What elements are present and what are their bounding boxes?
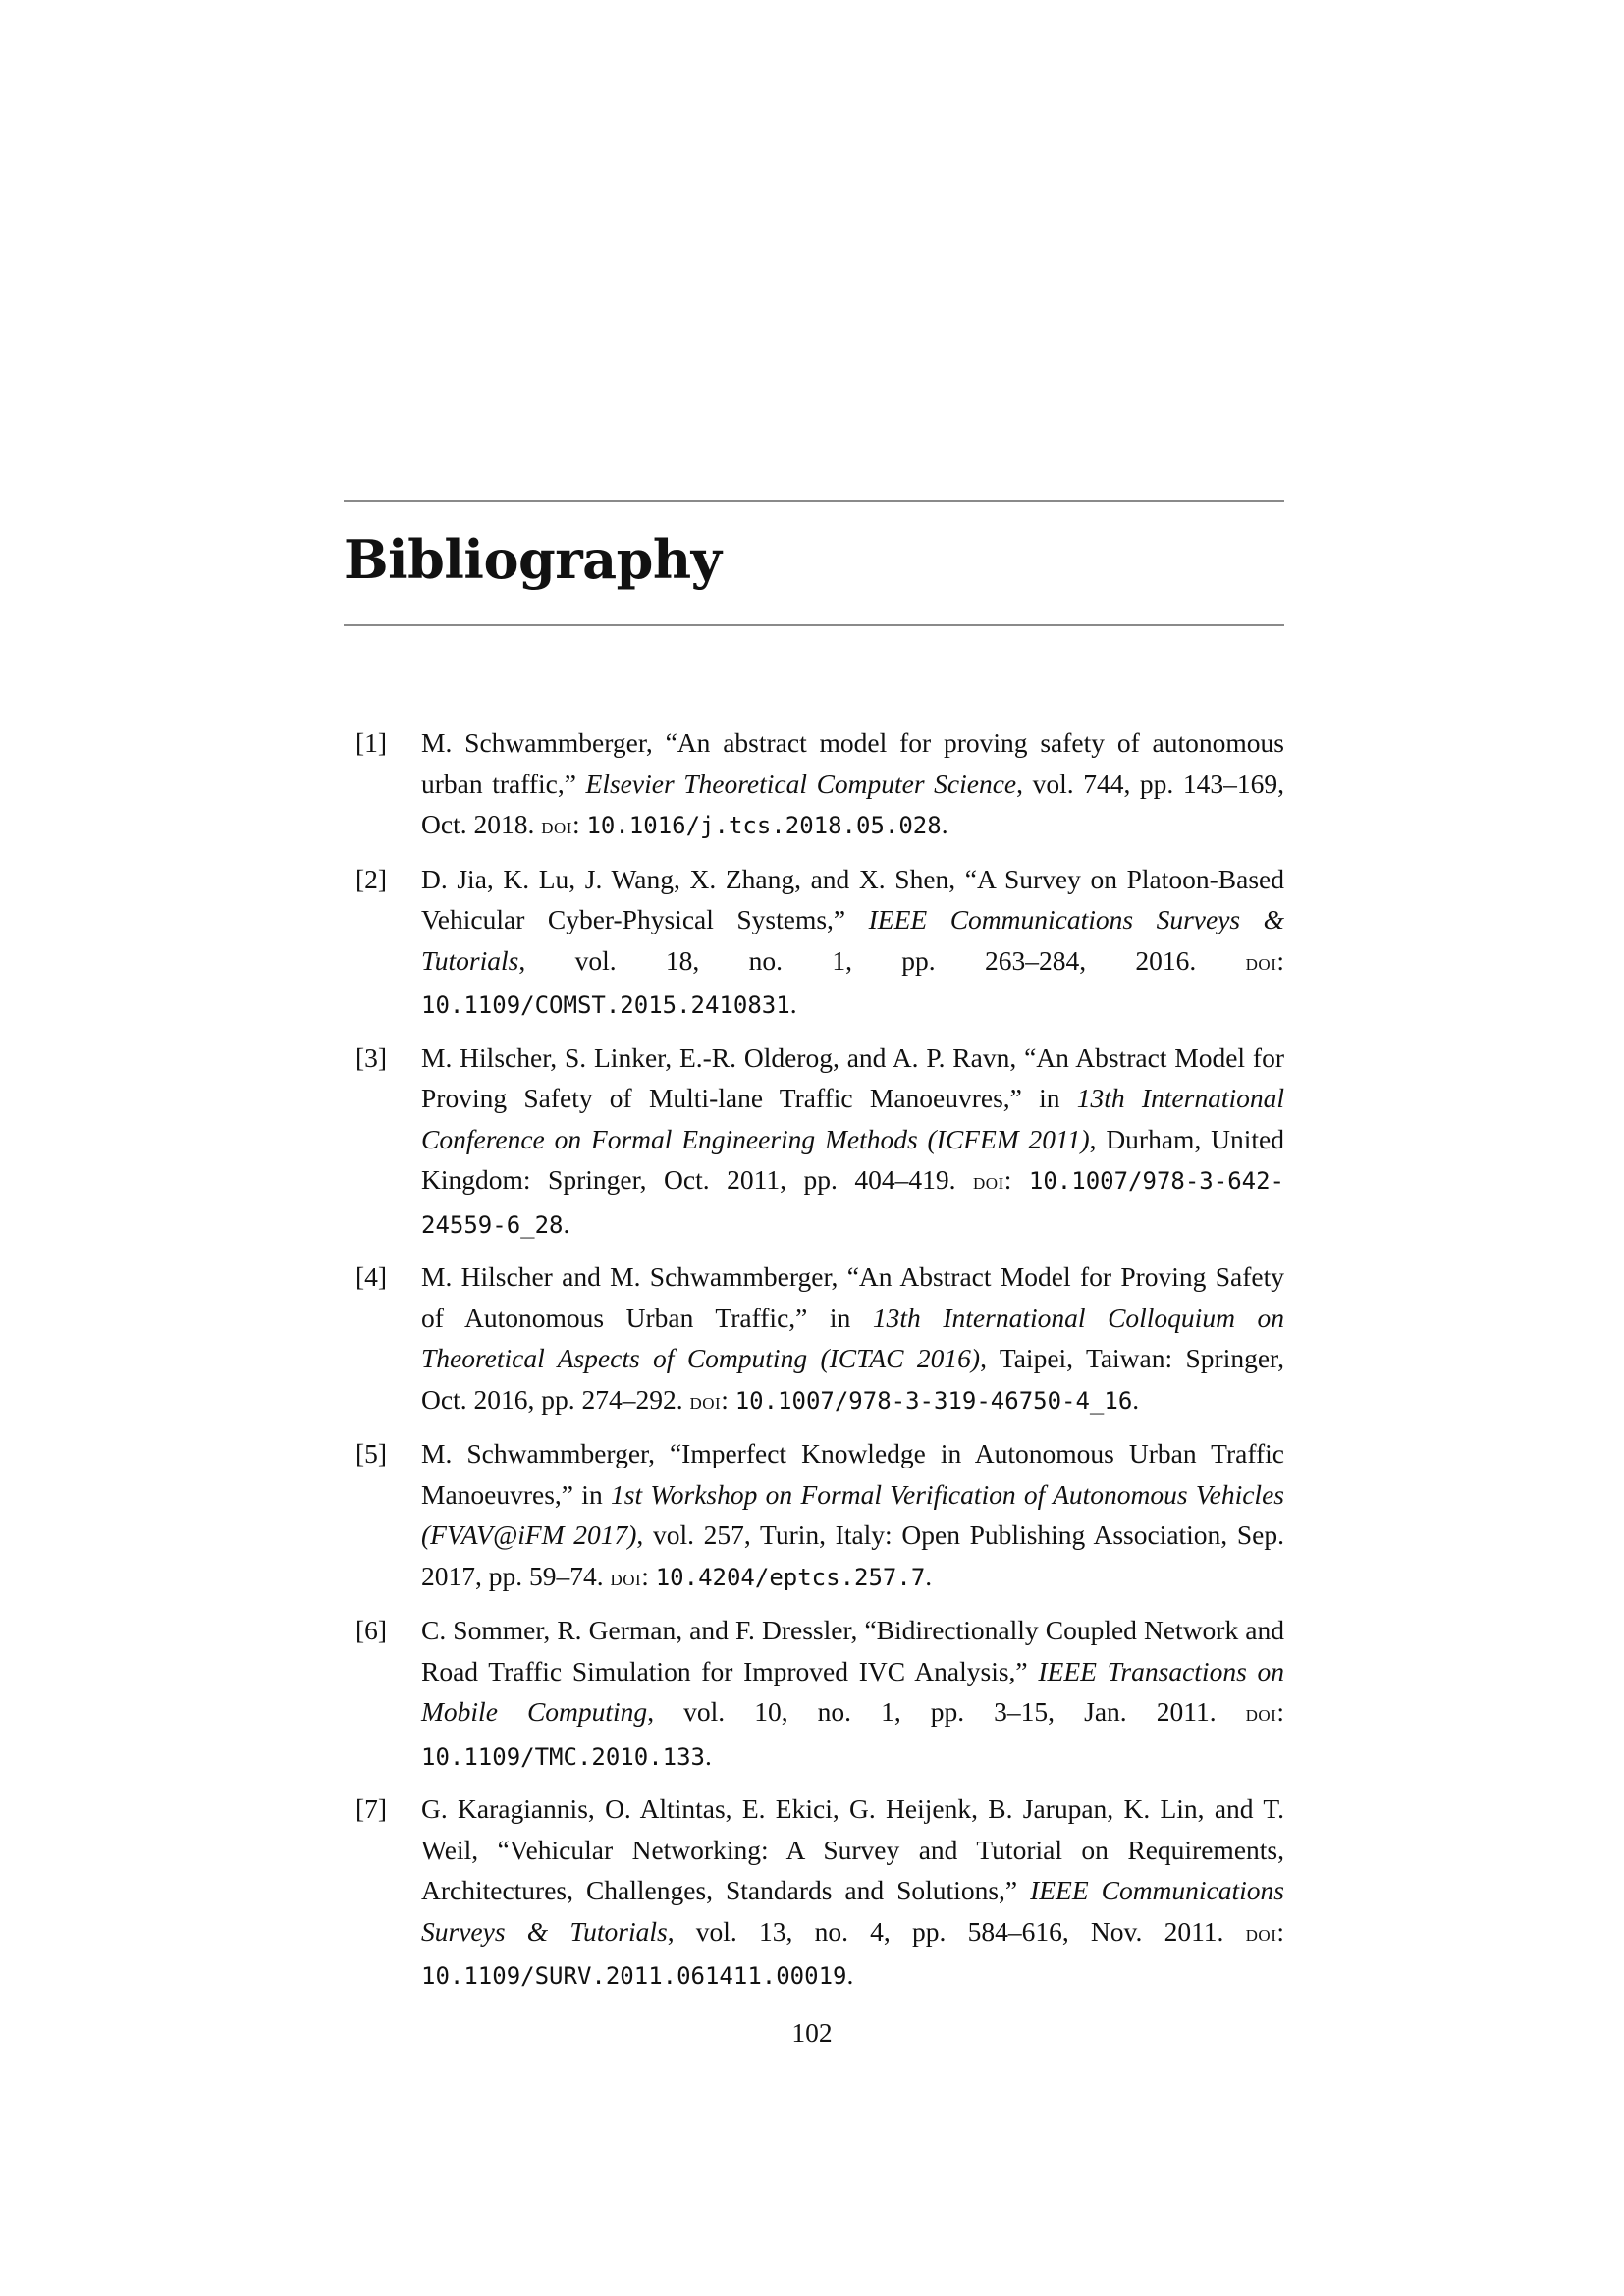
entry-details: , vol. 18, no. 1, pp. 263–284, 2016. xyxy=(518,944,1246,976)
doi-separator: : xyxy=(571,809,587,839)
entry-venue: IEEE Communications Surveys & Tutorials xyxy=(421,1875,1284,1947)
doi-label: doi xyxy=(689,1388,722,1415)
entry-number: [3] xyxy=(355,1041,388,1073)
entry-number: [1] xyxy=(355,727,388,758)
doi-link[interactable]: 10.1016/j.tcs.2018.05.028 xyxy=(586,812,942,839)
bibliography-entry xyxy=(355,1038,1284,1247)
doi-separator: : xyxy=(641,1560,656,1591)
bibliography-entry xyxy=(355,722,1284,848)
entry-number: [2] xyxy=(355,863,388,894)
doi-separator: : xyxy=(1003,1164,1029,1195)
entry-end: . xyxy=(1132,1383,1140,1415)
doi-label: doi xyxy=(1245,1920,1277,1947)
entry-authors-title: G. Karagiannis, O. Altintas, E. Ekici, G. Heijenk, B. Jarupan, K. Lin, and T. Weil, “Vehicular Networking: A Survey and Tutorial on Requirements, Architectures, Challenges, Standards and Solutions,” xyxy=(421,1793,1284,1905)
bibliography-entry xyxy=(355,1433,1284,1599)
page-number: 102 xyxy=(791,2017,833,2048)
entry-end: . xyxy=(563,1207,570,1239)
entry-authors-title: M. Schwammberger, “An abstract model for proving safety of autonomous urban traffic,” xyxy=(421,727,1284,799)
entry-authors-title: C. Sommer, R. German, and F. Dressler, “Bidirectionally Coupled Network and Road Traffic Simulation for Improved IVC Analysis,” xyxy=(421,1615,1284,1686)
entry-authors-title: M. Hilscher, S. Linker, E.-R. Olderog, and A. P. Ravn, “An Abstract Model for Proving Safety of Multi-lane Traffic Manoeuvres,” in xyxy=(421,1041,1284,1113)
entry-details: , Durham, United Kingdom: Springer, Oct. 2011, pp. 404–419. xyxy=(421,1123,1284,1195)
doi-label: doi xyxy=(1245,1701,1277,1727)
doi-label: doi xyxy=(610,1565,642,1591)
entry-end: . xyxy=(846,1959,854,1990)
entry-details: , vol. 13, no. 4, pp. 584–616, Nov. 2011. xyxy=(667,1915,1246,1947)
entry-venue: IEEE Transactions on Mobile Computing xyxy=(421,1655,1285,1727)
bibliography-entry xyxy=(355,1610,1284,1778)
entry-authors-title: M. Schwammberger, “Imperfect Knowledge in Autonomous Urban Traffic Manoeuvres,” in xyxy=(421,1438,1284,1510)
bibliography-entry xyxy=(355,859,1284,1027)
doi-link[interactable]: 10.4204/eptcs.257.7 xyxy=(655,1563,926,1591)
entry-end: . xyxy=(941,809,948,839)
doi-label: doi xyxy=(1245,949,1277,976)
doi-label: doi xyxy=(973,1169,1004,1195)
doi-separator: : xyxy=(1276,944,1284,976)
doi-link[interactable]: 10.1109/TMC.2010.133 xyxy=(421,1742,705,1771)
entry-number: [6] xyxy=(355,1615,388,1645)
entry-venue: 1st Workshop on Formal Verification of Autonomous Vehicles (FVAV@iFM 2017) xyxy=(421,1478,1284,1550)
entry-end: . xyxy=(704,1739,712,1771)
entry-authors-title: D. Jia, K. Lu, J. Wang, X. Zhang, and X. Shen, “A Survey on Platoon-Based Vehicular Cyber-Physical Systems,” xyxy=(421,863,1284,934)
doi-link[interactable]: 10.1007/978-3-319-46750-4_16 xyxy=(734,1386,1133,1415)
entry-venue: Elsevier Theoretical Computer Science xyxy=(585,768,1017,799)
bibliography-list xyxy=(355,722,1284,2008)
entry-number: [4] xyxy=(355,1261,388,1292)
doi-link[interactable]: 10.1109/SURV.2011.061411.00019 xyxy=(421,1962,847,1990)
doi-separator: : xyxy=(1276,1915,1284,1947)
heading-top-rule xyxy=(344,500,1284,502)
heading-bottom-rule xyxy=(344,624,1284,626)
entry-venue: 13th International Colloquium on Theoretical Aspects of Computing (ICTAC 2016) xyxy=(421,1302,1285,1373)
entry-number: [7] xyxy=(355,1793,388,1824)
page-title: Bibliography xyxy=(344,528,722,591)
entry-authors-title: M. Hilscher and M. Schwammberger, “An Abstract Model for Proving Safety of Autonomous Urban Traffic,” in xyxy=(421,1261,1284,1333)
entry-venue: 13th International Conference on Formal Engineering Methods (ICFEM 2011) xyxy=(421,1083,1284,1154)
entry-end: . xyxy=(925,1560,933,1591)
doi-link[interactable]: 10.1007/978-3-642-24559-6_28 xyxy=(421,1167,1284,1239)
doi-separator: : xyxy=(1276,1696,1284,1727)
bibliography-entry xyxy=(355,1789,1284,1998)
entry-details: , Taipei, Taiwan: Springer, Oct. 2016, pp. 274–292. xyxy=(421,1343,1284,1415)
doi-link[interactable]: 10.1109/COMST.2015.2410831 xyxy=(421,991,790,1019)
entry-details: , vol. 10, no. 1, pp. 3–15, Jan. 2011. xyxy=(647,1696,1246,1727)
doi-label: doi xyxy=(541,814,572,839)
entry-number: [5] xyxy=(355,1438,388,1468)
entry-venue: IEEE Communications Surveys & Tutorials xyxy=(421,904,1284,976)
entry-end: . xyxy=(789,988,797,1019)
entry-details: , vol. 744, pp. 143–169, Oct. 2018. xyxy=(421,768,1285,839)
bibliography-entry xyxy=(355,1256,1284,1422)
entry-details: , vol. 257, Turin, Italy: Open Publishing Association, Sep. 2017, pp. 59–74. xyxy=(421,1520,1284,1591)
doi-separator: : xyxy=(721,1383,735,1415)
